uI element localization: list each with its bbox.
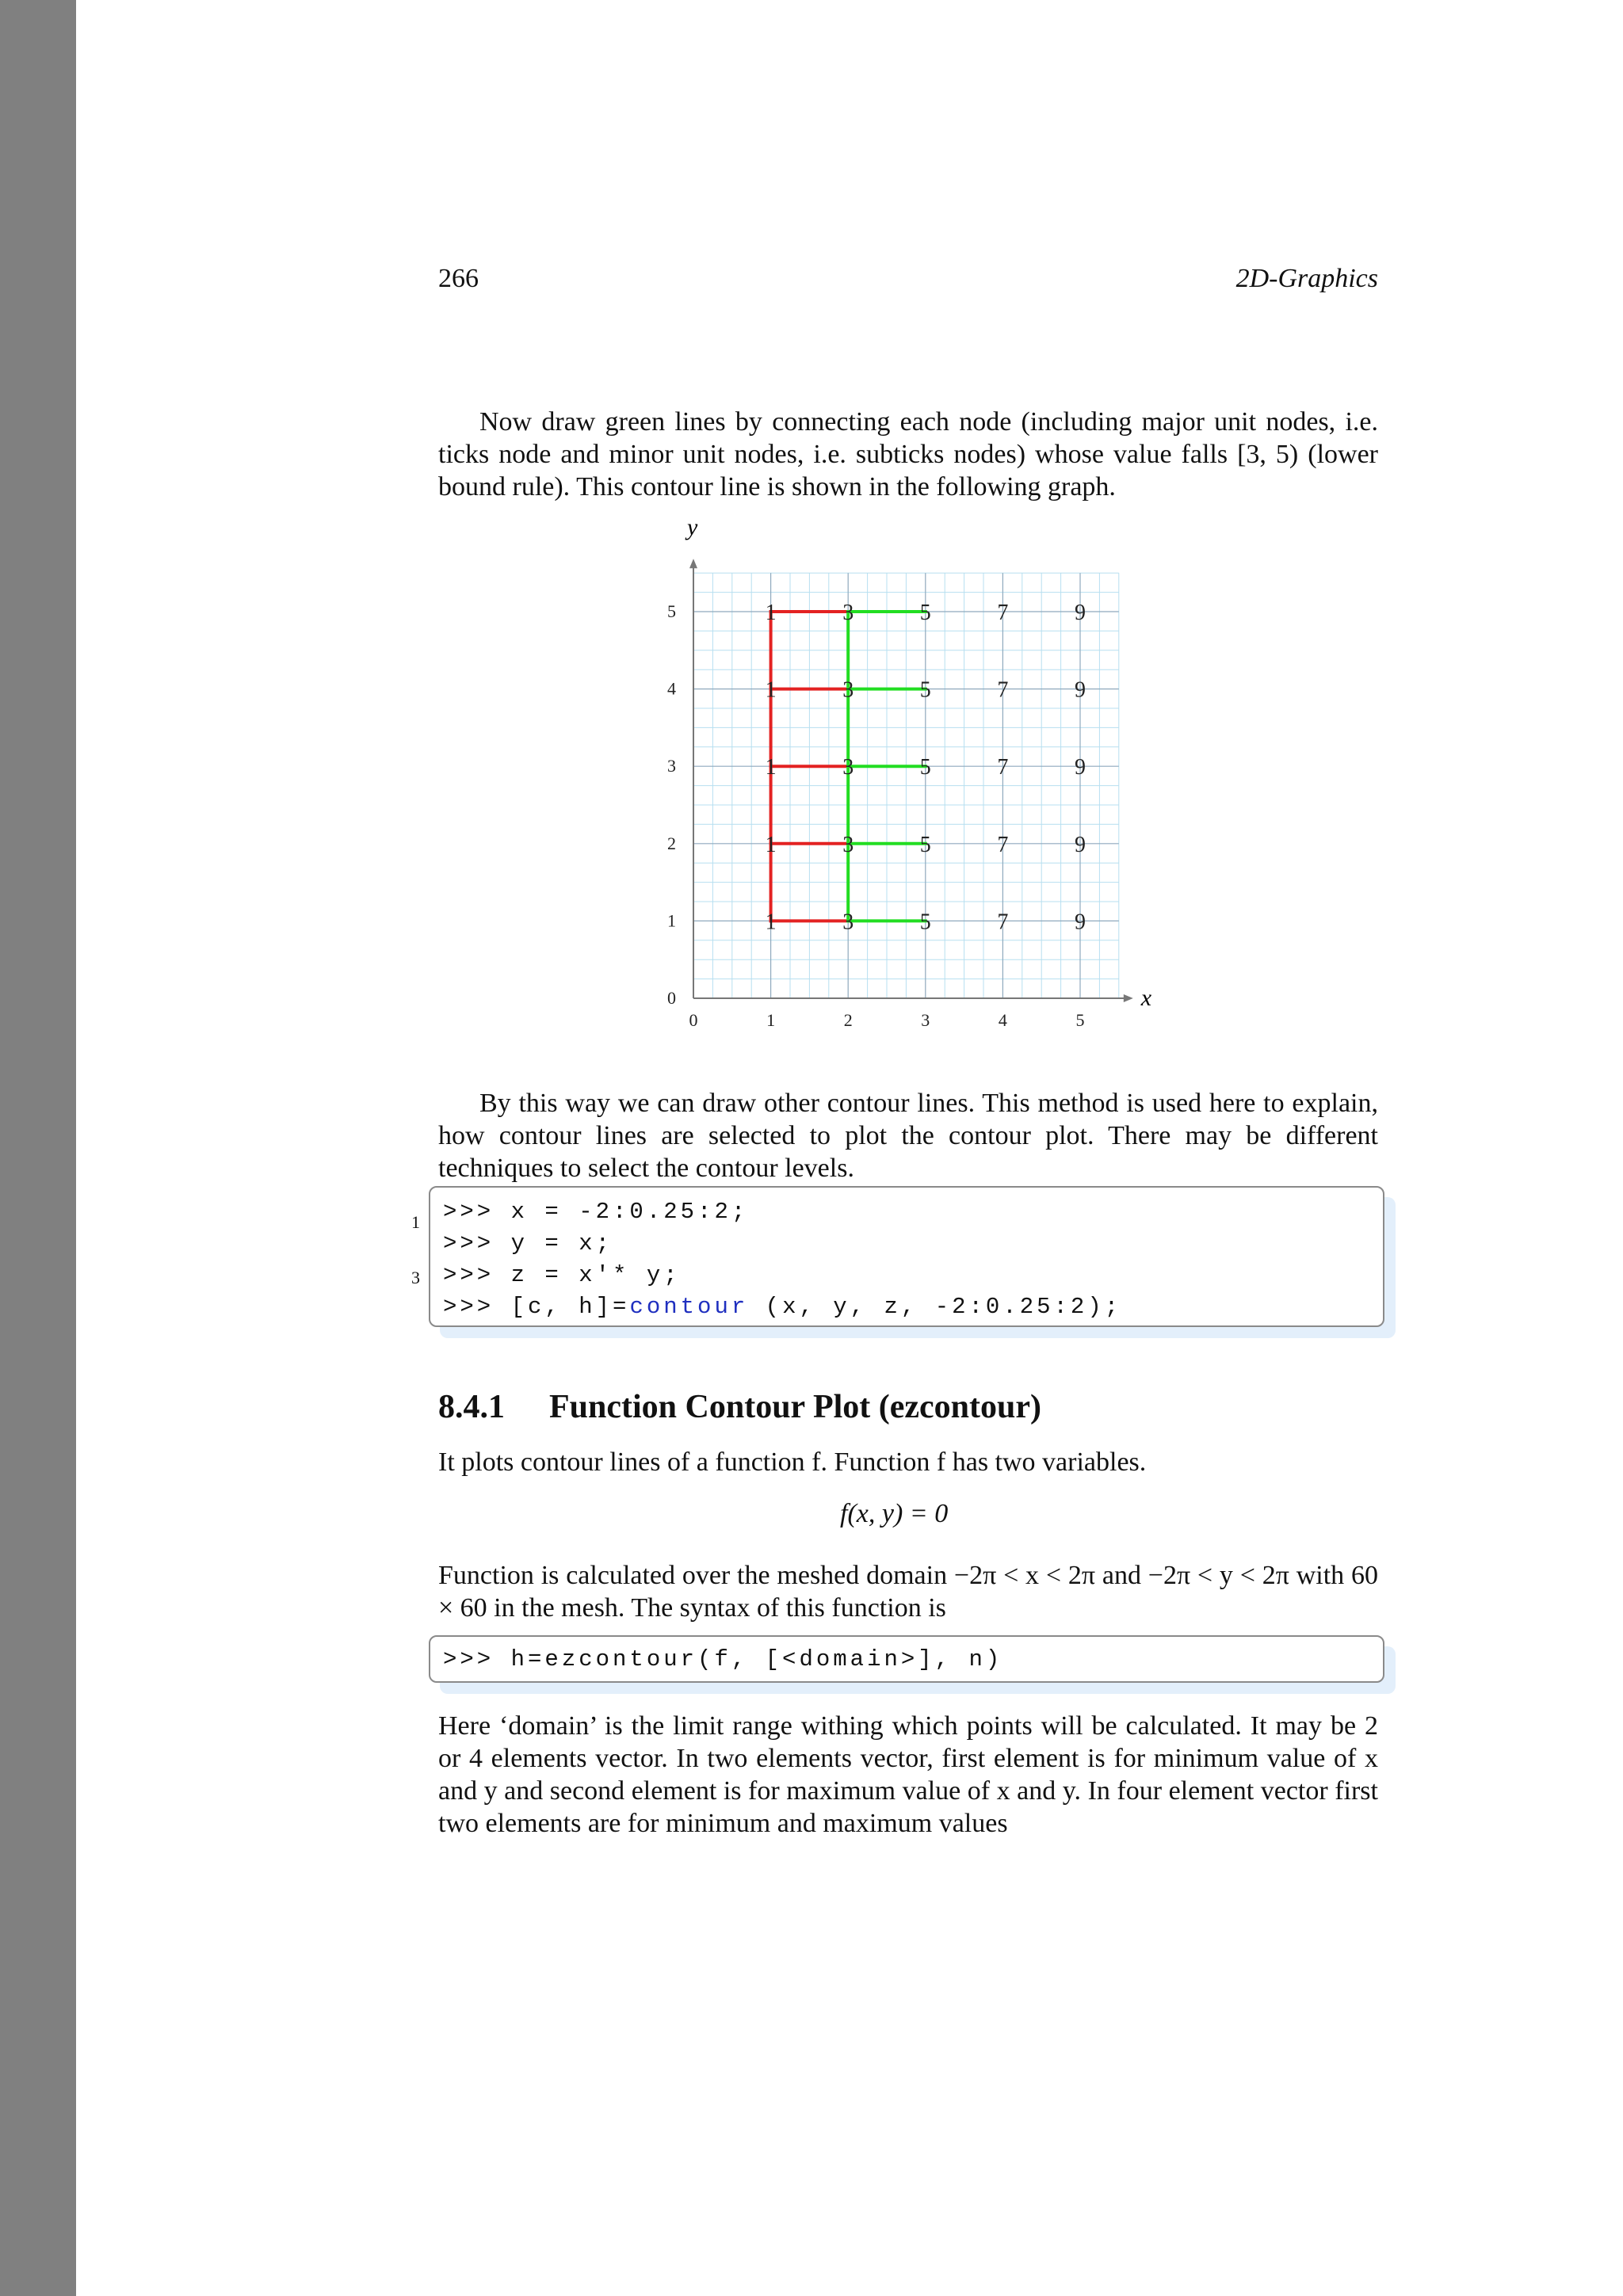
section-number: 8.4.1 (438, 1389, 505, 1425)
y-tick-label: 3 (667, 756, 676, 776)
node-value-label: 9 (1075, 755, 1086, 780)
x-tick-label: 2 (843, 1010, 853, 1030)
code-line (443, 1294, 1121, 1320)
y-tick-label: 4 (667, 678, 676, 699)
code-listing-contour (429, 1186, 1384, 1327)
x-axis-label: x (1140, 985, 1152, 1011)
node-value-label: 5 (919, 832, 931, 857)
node-value-label: 7 (997, 910, 1009, 935)
code-keyword: contour (629, 1294, 749, 1320)
x-tick-label: 5 (1075, 1010, 1085, 1030)
node-value-label: 1 (765, 910, 777, 935)
node-value-label: 3 (842, 677, 854, 703)
code-line: >>> h=ezcontour(f, [<domain>], n) (443, 1646, 1003, 1672)
node-value-label: 7 (997, 755, 1009, 780)
page-gutter (0, 0, 76, 2296)
axes (689, 559, 1133, 1002)
node-value-label: 7 (997, 832, 1009, 857)
code-line-number: 3 (411, 1268, 420, 1287)
node-value-label: 9 (1075, 910, 1086, 935)
minor-grid (693, 573, 1119, 998)
paragraph-domain: Function is calculated over the meshed domain −2π < x < 2π and −2π < y < 2π with 60 × 60 in the mesh. The syntax of this function is (438, 1561, 1378, 1623)
node-value-label: 3 (842, 601, 854, 625)
node-value-label: 1 (765, 601, 777, 625)
y-tick-label: 2 (667, 833, 676, 853)
x-tick-label: 0 (689, 1010, 698, 1030)
code-listing-ezcontour (429, 1635, 1384, 1683)
x-tick-label: 4 (998, 1010, 1007, 1030)
paragraph-contour-levels: By this way we can draw other contour lines. This method is used here to explain, how contour lines are selected to plot the contour plot. There may be different techniques to select the contour levels. (438, 1089, 1378, 1183)
node-value-label: 1 (765, 677, 777, 703)
node-value-label: 9 (1075, 832, 1086, 857)
y-tick-label: 5 (667, 601, 676, 621)
y-tick-label: 0 (667, 988, 676, 1008)
node-value-label: 3 (842, 755, 854, 780)
code-line: >>> x = -2:0.25:2; (443, 1199, 749, 1225)
code-line: >>> z = x'* y; (443, 1262, 681, 1288)
node-value-label: 1 (765, 832, 777, 857)
node-value-label: 3 (842, 832, 854, 857)
code-text: >>> [c, h]= (443, 1294, 630, 1320)
contour-node-plot (650, 514, 1157, 1042)
code-text: (x, y, z, -2:0.25:2); (748, 1294, 1122, 1320)
node-value-label: 9 (1075, 677, 1086, 703)
node-value-label: 1 (765, 755, 777, 780)
y-axis-label: y (687, 514, 698, 541)
page-number: 266 (438, 264, 479, 293)
node-value-label: 7 (997, 601, 1009, 625)
paragraph-intro: Now draw green lines by connecting each node (including major unit nodes, i.e. ticks node and minor unit nodes, i.e. subticks nodes) whose value falls [3, 5) (lower bound rule). This contour line is shown in the following graph. (438, 407, 1378, 502)
node-value-label: 5 (919, 755, 931, 780)
node-value-label: 5 (919, 910, 931, 935)
section-title: Function Contour Plot (ezcontour) (549, 1389, 1041, 1425)
equation: f(x, y) = 0 (840, 1499, 949, 1528)
paragraph-domain-explanation: Here ‘domain’ is the limit range withing which points will be calculated. It may be 2 or 4 elements vector. In two elements vector, first element is for minimum value of x and y and second element is for maximum value of x and y. In four element vector first two elements are for minimum and maximum values (438, 1711, 1378, 1838)
section-heading (438, 1388, 1041, 1426)
code-line-number: 1 (411, 1212, 420, 1232)
node-value-label: 5 (919, 677, 931, 703)
code-line: >>> y = x; (443, 1230, 613, 1257)
node-value-label: 5 (919, 601, 931, 625)
node-value-label: 7 (997, 677, 1009, 703)
y-tick-label: 1 (667, 910, 676, 931)
running-head: 2D-Graphics (1235, 264, 1378, 293)
x-tick-label: 3 (921, 1010, 930, 1030)
x-tick-label: 1 (766, 1010, 776, 1030)
node-value-label: 3 (842, 910, 854, 935)
y-axis-arrow (689, 559, 697, 568)
x-axis-arrow (1124, 994, 1133, 1002)
paragraph-function-description: It plots contour lines of a function f. Function f has two variables. (438, 1447, 1147, 1477)
node-value-label: 9 (1075, 601, 1086, 625)
